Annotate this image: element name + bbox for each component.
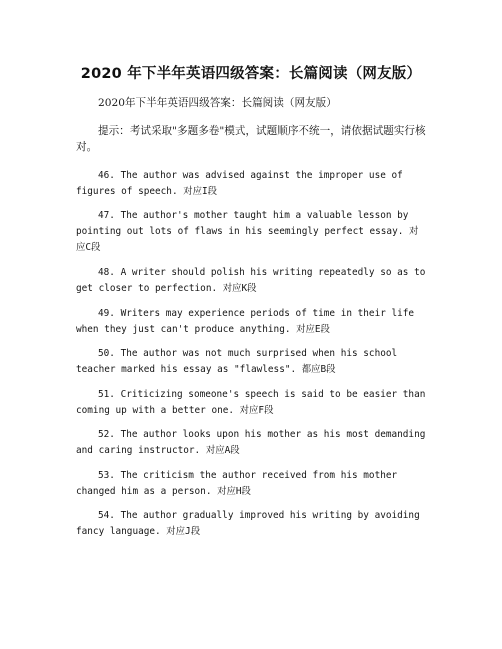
answer-item-46: 46. The author was advised against the improper use of figures of speech. 对应I段 — [76, 170, 403, 197]
answer-item-47: 47. The author's mother taught him a valuable lesson by pointing out lots of flaws in his seemingly perfect essay. 对应C段 — [76, 210, 419, 253]
answer-item-49: 49. Writers may experience periods of time in their life when they just can't produce anything. 对应E段 — [76, 308, 415, 335]
page-title: 2020 年下半年英语四级答案：长篇阅读（网友版） — [80, 66, 422, 82]
subtitle-line: 2020年下半年英语四级答案：长篇阅读（网友版） — [98, 97, 337, 109]
answer-item-51: 51. Criticizing someone's speech is said to be easier than coming up with a better one. 对应F段 — [76, 389, 426, 416]
note-paragraph: 提示：考试采取"多题多卷"模式，试题顺序不统一，请依据试题实行核对。 — [76, 125, 426, 153]
answer-item-50: 50. The author was not much surprised when his school teacher marked his essay as "flawless". 都应B段 — [76, 348, 398, 375]
answer-item-54: 54. The author gradually improved his writing by avoiding fancy language. 对应J段 — [76, 510, 420, 537]
answer-item-52: 52. The author looks upon his mother as his most demanding and caring instructor. 对应A段 — [76, 429, 426, 456]
answer-item-48: 48. A writer should polish his writing repeatedly so as to get closer to perfection. 对应K段 — [76, 267, 426, 294]
answer-item-53: 53. The criticism the author received from his mother changed him as a person. 对应H段 — [76, 470, 398, 497]
